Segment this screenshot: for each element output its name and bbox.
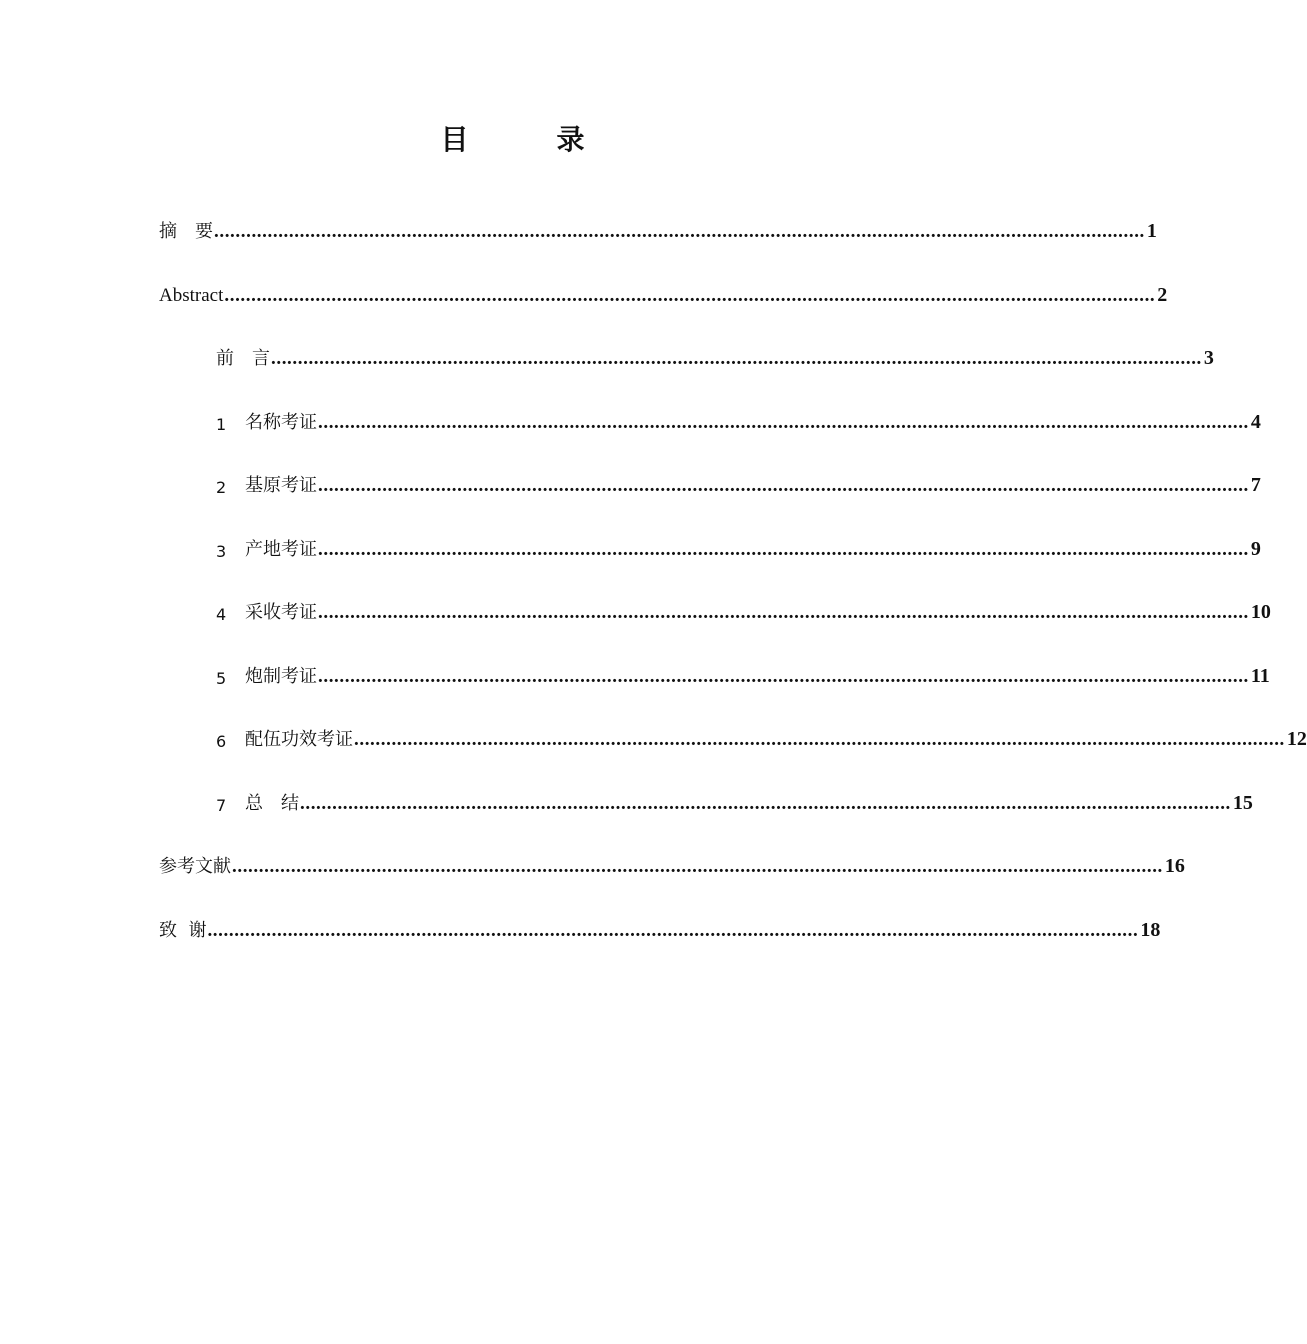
leader-dots: ..............................................................................................................................................................................: [318, 539, 1249, 560]
toc-entry-number: 3: [216, 542, 227, 561]
toc-entry-chapter-7[interactable]: [216, 789, 1253, 815]
toc-entry-chapter-5[interactable]: [216, 662, 1270, 688]
toc-entry-abstract-en[interactable]: [159, 281, 1168, 307]
toc-entry-label: 基原考证: [245, 475, 317, 496]
leader-dots: ..............................................................................................................................................................................: [300, 793, 1231, 814]
toc-entry-abstract-cn[interactable]: [159, 217, 1157, 243]
leader-dots: ..............................................................................................................................................................................: [271, 348, 1202, 369]
toc-entry-label: 配伍功效考证: [245, 729, 353, 750]
leader-dots: ..............................................................................................................................................................................: [207, 920, 1139, 941]
toc-entry-chapter-2[interactable]: [216, 471, 1261, 497]
toc-entry-page: 15: [1232, 792, 1253, 814]
toc-entry-page: 2: [1157, 284, 1168, 306]
toc-entry-number: 6: [216, 732, 227, 751]
leader-dots: ..............................................................................................................................................................................: [318, 412, 1249, 433]
toc-entry-chapter-4[interactable]: [216, 598, 1271, 624]
toc-entry-chapter-1[interactable]: [216, 408, 1261, 434]
toc-entry-page: 4: [1250, 411, 1261, 433]
toc-entry-number: 5: [216, 669, 227, 688]
toc-entry-label: 总 结: [245, 793, 299, 814]
toc-entry-label: Abstract: [159, 285, 224, 306]
leader-dots: ..............................................................................................................................................................................: [318, 475, 1249, 496]
toc-entry-label: 炮制考证: [245, 666, 317, 687]
toc-entry-page: 3: [1203, 347, 1214, 369]
leader-dots: ..............................................................................................................................................................................: [318, 602, 1249, 623]
leader-dots: ..............................................................................................................................................................................: [354, 729, 1285, 750]
toc-entry-page: 16: [1164, 855, 1185, 877]
toc-entry-page: 18: [1140, 919, 1161, 941]
toc-entry-chapter-3[interactable]: [216, 535, 1261, 561]
toc-entry-references[interactable]: [159, 852, 1185, 878]
toc-entry-page: 10: [1250, 601, 1271, 623]
toc-entry-label: 采收考证: [245, 602, 317, 623]
leader-dots: ..............................................................................................................................................................................: [318, 666, 1249, 687]
toc-entry-page: 9: [1250, 538, 1261, 560]
toc-entry-acknowledgements[interactable]: [159, 916, 1161, 942]
toc-entry-label: 名称考证: [245, 412, 317, 433]
toc-entry-label: 前 言: [216, 348, 270, 369]
toc-entry-number: 7: [216, 796, 227, 815]
toc-entry-number: 4: [216, 605, 227, 624]
toc-entry-preface[interactable]: [216, 344, 1214, 370]
toc-entry-page: 12: [1286, 728, 1307, 750]
toc-title: 目 录: [440, 123, 615, 156]
toc-entry-label: 产地考证: [245, 539, 317, 560]
toc-entry-chapter-6[interactable]: [216, 725, 1307, 751]
toc-entry-label: 摘 要: [159, 221, 213, 242]
toc-entry-number: 1: [216, 415, 227, 434]
leader-dots: ..............................................................................................................................................................................: [214, 221, 1145, 242]
toc-entry-number: 2: [216, 478, 227, 497]
toc-entry-page: 1: [1146, 220, 1157, 242]
toc-entry-page: 11: [1250, 665, 1270, 687]
toc-entry-label: 致 谢: [159, 920, 207, 941]
leader-dots: ..............................................................................................................................................................................: [232, 856, 1163, 877]
toc-entry-label: 参考文献: [159, 856, 231, 877]
toc-entry-page: 7: [1250, 474, 1261, 496]
leader-dots: ..............................................................................................................................................................................: [224, 285, 1156, 306]
